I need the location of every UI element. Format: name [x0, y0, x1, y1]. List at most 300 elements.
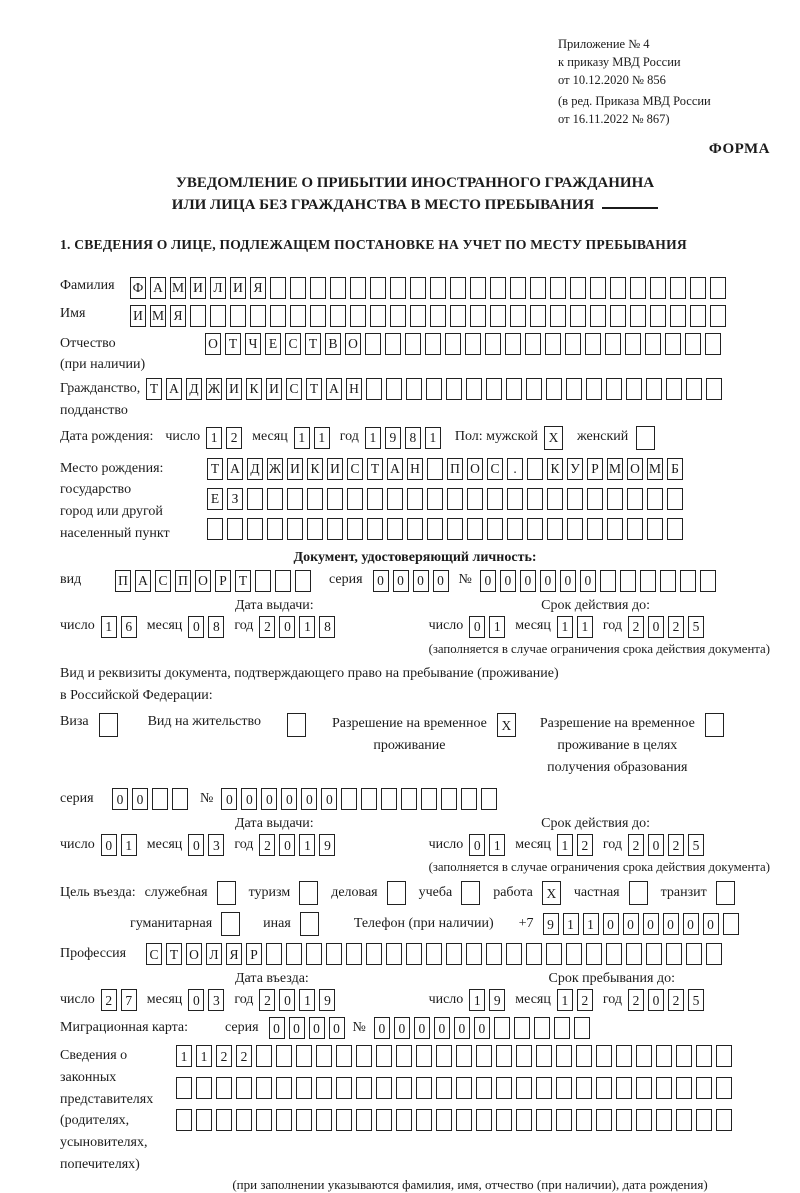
char-cell[interactable]	[456, 1109, 472, 1131]
char-cell[interactable]: И	[327, 458, 343, 480]
checkbox-cell[interactable]	[716, 881, 735, 905]
char-cell[interactable]: О	[467, 458, 483, 480]
char-cell[interactable]	[525, 333, 541, 355]
purpose-other-checkbox[interactable]	[300, 912, 323, 936]
char-cell[interactable]: 0	[648, 834, 664, 856]
checkbox-cell[interactable]: X	[497, 713, 516, 737]
char-cell[interactable]: 0	[648, 989, 664, 1011]
char-cell[interactable]	[550, 277, 566, 299]
char-cell[interactable]: А	[387, 458, 403, 480]
char-cell[interactable]: 2	[628, 834, 644, 856]
char-cell[interactable]: 0	[269, 1017, 285, 1039]
char-cell[interactable]	[490, 305, 506, 327]
char-cell[interactable]	[410, 277, 426, 299]
char-cell[interactable]: В	[325, 333, 341, 355]
char-cell[interactable]: 2	[226, 427, 242, 449]
char-cell[interactable]	[447, 488, 463, 510]
char-cell[interactable]: 0	[281, 788, 297, 810]
char-cell[interactable]	[716, 1109, 732, 1131]
char-cell[interactable]	[596, 1109, 612, 1131]
char-cell[interactable]: Р	[246, 943, 262, 965]
char-cell[interactable]: Ж	[267, 458, 283, 480]
char-cell[interactable]: 1	[101, 616, 117, 638]
char-cell[interactable]	[487, 518, 503, 540]
char-cell[interactable]	[627, 488, 643, 510]
char-cell[interactable]	[190, 305, 206, 327]
phone-cells[interactable]	[543, 913, 743, 935]
char-cell[interactable]: А	[166, 378, 182, 400]
char-cell[interactable]	[367, 518, 383, 540]
char-cell[interactable]	[606, 943, 622, 965]
char-cell[interactable]	[401, 788, 417, 810]
char-cell[interactable]	[461, 788, 477, 810]
char-cell[interactable]: 0	[321, 788, 337, 810]
birth-year-cells[interactable]	[365, 427, 445, 449]
char-cell[interactable]	[427, 488, 443, 510]
char-cell[interactable]	[450, 277, 466, 299]
char-cell[interactable]	[466, 378, 482, 400]
char-cell[interactable]	[646, 943, 662, 965]
char-cell[interactable]	[216, 1109, 232, 1131]
char-cell[interactable]	[450, 305, 466, 327]
char-cell[interactable]: 0	[279, 989, 295, 1011]
purpose-study-checkbox[interactable]	[461, 881, 484, 905]
char-cell[interactable]	[710, 277, 726, 299]
char-cell[interactable]	[347, 518, 363, 540]
char-cell[interactable]: 0	[261, 788, 277, 810]
char-cell[interactable]	[255, 570, 271, 592]
char-cell[interactable]: 0	[469, 834, 485, 856]
char-cell[interactable]	[516, 1077, 532, 1099]
char-cell[interactable]: 0	[683, 913, 699, 935]
char-cell[interactable]	[486, 378, 502, 400]
char-cell[interactable]: 1	[469, 989, 485, 1011]
char-cell[interactable]	[196, 1109, 212, 1131]
char-cell[interactable]: Б	[667, 458, 683, 480]
char-cell[interactable]: 2	[628, 989, 644, 1011]
char-cell[interactable]	[330, 305, 346, 327]
char-cell[interactable]: 0	[241, 788, 257, 810]
id-valid-day-cells[interactable]	[469, 616, 509, 638]
char-cell[interactable]	[266, 943, 282, 965]
char-cell[interactable]	[505, 333, 521, 355]
char-cell[interactable]: 1	[489, 834, 505, 856]
char-cell[interactable]: З	[227, 488, 243, 510]
char-cell[interactable]: 0	[132, 788, 148, 810]
char-cell[interactable]	[723, 913, 739, 935]
char-cell[interactable]	[527, 458, 543, 480]
char-cell[interactable]	[276, 1109, 292, 1131]
char-cell[interactable]	[430, 277, 446, 299]
char-cell[interactable]: А	[135, 570, 151, 592]
char-cell[interactable]: 6	[121, 616, 137, 638]
char-cell[interactable]	[530, 277, 546, 299]
char-cell[interactable]	[676, 1077, 692, 1099]
char-cell[interactable]	[250, 305, 266, 327]
char-cell[interactable]: 1	[557, 834, 573, 856]
char-cell[interactable]	[370, 305, 386, 327]
char-cell[interactable]	[407, 488, 423, 510]
checkbox-cell[interactable]	[629, 881, 648, 905]
char-cell[interactable]: Ф	[130, 277, 146, 299]
purpose-business-checkbox[interactable]	[387, 881, 410, 905]
char-cell[interactable]: 0	[188, 834, 204, 856]
char-cell[interactable]	[485, 333, 501, 355]
res-issue-year-cells[interactable]	[259, 834, 339, 856]
id-doc-number-cells[interactable]	[480, 570, 720, 592]
char-cell[interactable]	[510, 305, 526, 327]
char-cell[interactable]	[636, 1045, 652, 1067]
char-cell[interactable]	[610, 305, 626, 327]
char-cell[interactable]: А	[227, 458, 243, 480]
char-cell[interactable]	[396, 1109, 412, 1131]
char-cell[interactable]	[316, 1045, 332, 1067]
char-cell[interactable]	[706, 378, 722, 400]
char-cell[interactable]: 2	[628, 616, 644, 638]
char-cell[interactable]	[296, 1045, 312, 1067]
char-cell[interactable]: М	[607, 458, 623, 480]
sex-male-checkbox[interactable]	[544, 426, 567, 450]
purpose-private-checkbox[interactable]	[629, 881, 652, 905]
char-cell[interactable]: А	[150, 277, 166, 299]
char-cell[interactable]: Ч	[245, 333, 261, 355]
char-cell[interactable]	[507, 488, 523, 510]
checkbox-cell[interactable]	[636, 426, 655, 450]
char-cell[interactable]: Я	[170, 305, 186, 327]
char-cell[interactable]: 1	[299, 616, 315, 638]
char-cell[interactable]	[516, 1109, 532, 1131]
char-cell[interactable]	[230, 305, 246, 327]
char-cell[interactable]: 0	[434, 1017, 450, 1039]
char-cell[interactable]	[527, 518, 543, 540]
char-cell[interactable]	[646, 378, 662, 400]
char-cell[interactable]: О	[186, 943, 202, 965]
char-cell[interactable]: С	[146, 943, 162, 965]
representatives-row3-cells[interactable]	[176, 1109, 736, 1131]
char-cell[interactable]: Ж	[206, 378, 222, 400]
char-cell[interactable]: П	[175, 570, 191, 592]
char-cell[interactable]	[256, 1077, 272, 1099]
char-cell[interactable]	[416, 1077, 432, 1099]
char-cell[interactable]: О	[345, 333, 361, 355]
char-cell[interactable]	[546, 378, 562, 400]
char-cell[interactable]	[456, 1045, 472, 1067]
char-cell[interactable]	[666, 943, 682, 965]
char-cell[interactable]	[710, 305, 726, 327]
char-cell[interactable]: 0	[112, 788, 128, 810]
char-cell[interactable]	[426, 378, 442, 400]
char-cell[interactable]: 0	[703, 913, 719, 935]
char-cell[interactable]	[227, 518, 243, 540]
purpose-tourism-checkbox[interactable]	[299, 881, 322, 905]
char-cell[interactable]	[406, 943, 422, 965]
entry-day-cells[interactable]	[101, 989, 141, 1011]
char-cell[interactable]	[627, 518, 643, 540]
char-cell[interactable]: О	[627, 458, 643, 480]
char-cell[interactable]	[630, 305, 646, 327]
char-cell[interactable]	[385, 333, 401, 355]
id-issue-day-cells[interactable]	[101, 616, 141, 638]
char-cell[interactable]	[310, 277, 326, 299]
char-cell[interactable]	[685, 333, 701, 355]
char-cell[interactable]	[620, 570, 636, 592]
char-cell[interactable]	[496, 1045, 512, 1067]
char-cell[interactable]: 0	[454, 1017, 470, 1039]
char-cell[interactable]	[296, 1077, 312, 1099]
checkbox-cell[interactable]	[300, 912, 319, 936]
char-cell[interactable]	[530, 305, 546, 327]
char-cell[interactable]: 2	[668, 616, 684, 638]
birth-day-cells[interactable]	[206, 427, 246, 449]
char-cell[interactable]	[536, 1109, 552, 1131]
char-cell[interactable]	[506, 943, 522, 965]
char-cell[interactable]	[556, 1109, 572, 1131]
char-cell[interactable]	[416, 1109, 432, 1131]
char-cell[interactable]	[536, 1045, 552, 1067]
char-cell[interactable]	[636, 1109, 652, 1131]
entry-year-cells[interactable]	[259, 989, 339, 1011]
char-cell[interactable]: М	[170, 277, 186, 299]
char-cell[interactable]	[610, 277, 626, 299]
char-cell[interactable]: 0	[603, 913, 619, 935]
char-cell[interactable]	[456, 1077, 472, 1099]
char-cell[interactable]	[267, 488, 283, 510]
char-cell[interactable]: Н	[346, 378, 362, 400]
migration-number-cells[interactable]	[374, 1017, 594, 1039]
purpose-official-checkbox[interactable]	[217, 881, 240, 905]
char-cell[interactable]	[570, 305, 586, 327]
char-cell[interactable]	[476, 1077, 492, 1099]
rvp-edu-checkbox[interactable]	[705, 713, 728, 737]
char-cell[interactable]: 0	[480, 570, 496, 592]
id-valid-month-cells[interactable]	[557, 616, 597, 638]
char-cell[interactable]	[486, 943, 502, 965]
char-cell[interactable]	[607, 488, 623, 510]
char-cell[interactable]: 9	[543, 913, 559, 935]
char-cell[interactable]	[376, 1045, 392, 1067]
char-cell[interactable]	[616, 1109, 632, 1131]
char-cell[interactable]: 7	[121, 989, 137, 1011]
char-cell[interactable]	[447, 518, 463, 540]
char-cell[interactable]	[596, 1045, 612, 1067]
char-cell[interactable]: 2	[668, 834, 684, 856]
char-cell[interactable]: К	[307, 458, 323, 480]
char-cell[interactable]: К	[547, 458, 563, 480]
visa-checkbox[interactable]	[99, 713, 122, 737]
char-cell[interactable]	[586, 943, 602, 965]
char-cell[interactable]: 2	[577, 989, 593, 1011]
char-cell[interactable]	[640, 570, 656, 592]
char-cell[interactable]: Т	[235, 570, 251, 592]
char-cell[interactable]: Р	[215, 570, 231, 592]
birthplace-row2-cells[interactable]	[207, 488, 687, 510]
char-cell[interactable]	[370, 277, 386, 299]
char-cell[interactable]	[346, 943, 362, 965]
char-cell[interactable]	[410, 305, 426, 327]
char-cell[interactable]: С	[347, 458, 363, 480]
char-cell[interactable]	[467, 488, 483, 510]
char-cell[interactable]	[545, 333, 561, 355]
checkbox-cell[interactable]	[99, 713, 118, 737]
char-cell[interactable]	[586, 378, 602, 400]
char-cell[interactable]: И	[226, 378, 242, 400]
char-cell[interactable]: 1	[557, 989, 573, 1011]
char-cell[interactable]: Т	[306, 378, 322, 400]
char-cell[interactable]	[247, 518, 263, 540]
char-cell[interactable]	[290, 305, 306, 327]
char-cell[interactable]	[307, 518, 323, 540]
char-cell[interactable]	[356, 1045, 372, 1067]
char-cell[interactable]: 5	[688, 989, 704, 1011]
char-cell[interactable]: 0	[474, 1017, 490, 1039]
char-cell[interactable]	[696, 1045, 712, 1067]
char-cell[interactable]: 0	[643, 913, 659, 935]
char-cell[interactable]	[276, 1045, 292, 1067]
char-cell[interactable]	[366, 943, 382, 965]
checkbox-cell[interactable]	[299, 881, 318, 905]
char-cell[interactable]: Я	[250, 277, 266, 299]
entry-month-cells[interactable]	[188, 989, 228, 1011]
char-cell[interactable]	[196, 1077, 212, 1099]
birth-month-cells[interactable]	[294, 427, 334, 449]
char-cell[interactable]	[210, 305, 226, 327]
char-cell[interactable]	[216, 1077, 232, 1099]
char-cell[interactable]	[381, 788, 397, 810]
char-cell[interactable]: 0	[221, 788, 237, 810]
char-cell[interactable]	[387, 518, 403, 540]
char-cell[interactable]	[436, 1077, 452, 1099]
stay-day-cells[interactable]	[469, 989, 509, 1011]
char-cell[interactable]	[390, 277, 406, 299]
char-cell[interactable]: 1	[489, 616, 505, 638]
char-cell[interactable]	[670, 305, 686, 327]
char-cell[interactable]	[366, 378, 382, 400]
char-cell[interactable]	[436, 1045, 452, 1067]
char-cell[interactable]	[236, 1077, 252, 1099]
patronymic-cells[interactable]	[205, 333, 725, 355]
char-cell[interactable]: 0	[663, 913, 679, 935]
char-cell[interactable]	[326, 943, 342, 965]
char-cell[interactable]	[445, 333, 461, 355]
char-cell[interactable]	[267, 518, 283, 540]
char-cell[interactable]	[405, 333, 421, 355]
char-cell[interactable]: 1	[206, 427, 222, 449]
name-cells[interactable]	[130, 305, 730, 327]
char-cell[interactable]	[506, 378, 522, 400]
purpose-work-checkbox[interactable]	[542, 881, 565, 905]
char-cell[interactable]: 1	[425, 427, 441, 449]
char-cell[interactable]: Т	[146, 378, 162, 400]
char-cell[interactable]	[680, 570, 696, 592]
char-cell[interactable]: 0	[623, 913, 639, 935]
char-cell[interactable]	[316, 1109, 332, 1131]
purpose-humanitarian-checkbox[interactable]	[221, 912, 244, 936]
char-cell[interactable]: 1	[563, 913, 579, 935]
char-cell[interactable]	[376, 1109, 392, 1131]
char-cell[interactable]	[347, 488, 363, 510]
char-cell[interactable]: 0	[580, 570, 596, 592]
res-valid-year-cells[interactable]	[628, 834, 708, 856]
char-cell[interactable]	[676, 1109, 692, 1131]
char-cell[interactable]: 8	[208, 616, 224, 638]
char-cell[interactable]: Я	[226, 943, 242, 965]
char-cell[interactable]	[327, 488, 343, 510]
char-cell[interactable]: 2	[236, 1045, 252, 1067]
char-cell[interactable]: 2	[668, 989, 684, 1011]
char-cell[interactable]: Р	[587, 458, 603, 480]
char-cell[interactable]	[390, 305, 406, 327]
char-cell[interactable]	[421, 788, 437, 810]
char-cell[interactable]	[587, 488, 603, 510]
char-cell[interactable]: 0	[329, 1017, 345, 1039]
char-cell[interactable]	[396, 1045, 412, 1067]
char-cell[interactable]: 0	[540, 570, 556, 592]
char-cell[interactable]: О	[205, 333, 221, 355]
char-cell[interactable]: 1	[121, 834, 137, 856]
checkbox-cell[interactable]	[287, 713, 306, 737]
char-cell[interactable]	[376, 1077, 392, 1099]
char-cell[interactable]	[645, 333, 661, 355]
char-cell[interactable]: 5	[688, 616, 704, 638]
char-cell[interactable]	[660, 570, 676, 592]
res-valid-month-cells[interactable]	[557, 834, 597, 856]
char-cell[interactable]	[496, 1109, 512, 1131]
char-cell[interactable]: М	[647, 458, 663, 480]
char-cell[interactable]	[690, 305, 706, 327]
char-cell[interactable]	[647, 518, 663, 540]
char-cell[interactable]	[706, 943, 722, 965]
char-cell[interactable]	[667, 518, 683, 540]
char-cell[interactable]	[330, 277, 346, 299]
birthplace-row3-cells[interactable]	[207, 518, 687, 540]
char-cell[interactable]	[630, 277, 646, 299]
char-cell[interactable]	[526, 943, 542, 965]
char-cell[interactable]	[356, 1109, 372, 1131]
char-cell[interactable]	[510, 277, 526, 299]
char-cell[interactable]	[534, 1017, 550, 1039]
surname-cells[interactable]	[130, 277, 730, 299]
char-cell[interactable]	[566, 378, 582, 400]
char-cell[interactable]	[665, 333, 681, 355]
char-cell[interactable]	[287, 488, 303, 510]
char-cell[interactable]	[336, 1109, 352, 1131]
char-cell[interactable]: 2	[259, 616, 275, 638]
char-cell[interactable]	[341, 788, 357, 810]
char-cell[interactable]	[690, 277, 706, 299]
residence-seriya-cells[interactable]	[112, 788, 192, 810]
char-cell[interactable]	[616, 1077, 632, 1099]
char-cell[interactable]	[416, 1045, 432, 1067]
char-cell[interactable]	[386, 943, 402, 965]
char-cell[interactable]	[287, 518, 303, 540]
char-cell[interactable]	[276, 1077, 292, 1099]
char-cell[interactable]: Д	[247, 458, 263, 480]
char-cell[interactable]: С	[155, 570, 171, 592]
char-cell[interactable]	[616, 1045, 632, 1067]
char-cell[interactable]: 0	[560, 570, 576, 592]
char-cell[interactable]: П	[447, 458, 463, 480]
char-cell[interactable]	[570, 277, 586, 299]
char-cell[interactable]	[550, 305, 566, 327]
char-cell[interactable]	[465, 333, 481, 355]
char-cell[interactable]: Е	[265, 333, 281, 355]
char-cell[interactable]: 0	[188, 616, 204, 638]
char-cell[interactable]: Т	[166, 943, 182, 965]
char-cell[interactable]: 0	[433, 570, 449, 592]
char-cell[interactable]: С	[285, 333, 301, 355]
char-cell[interactable]	[527, 488, 543, 510]
char-cell[interactable]: 9	[319, 989, 335, 1011]
